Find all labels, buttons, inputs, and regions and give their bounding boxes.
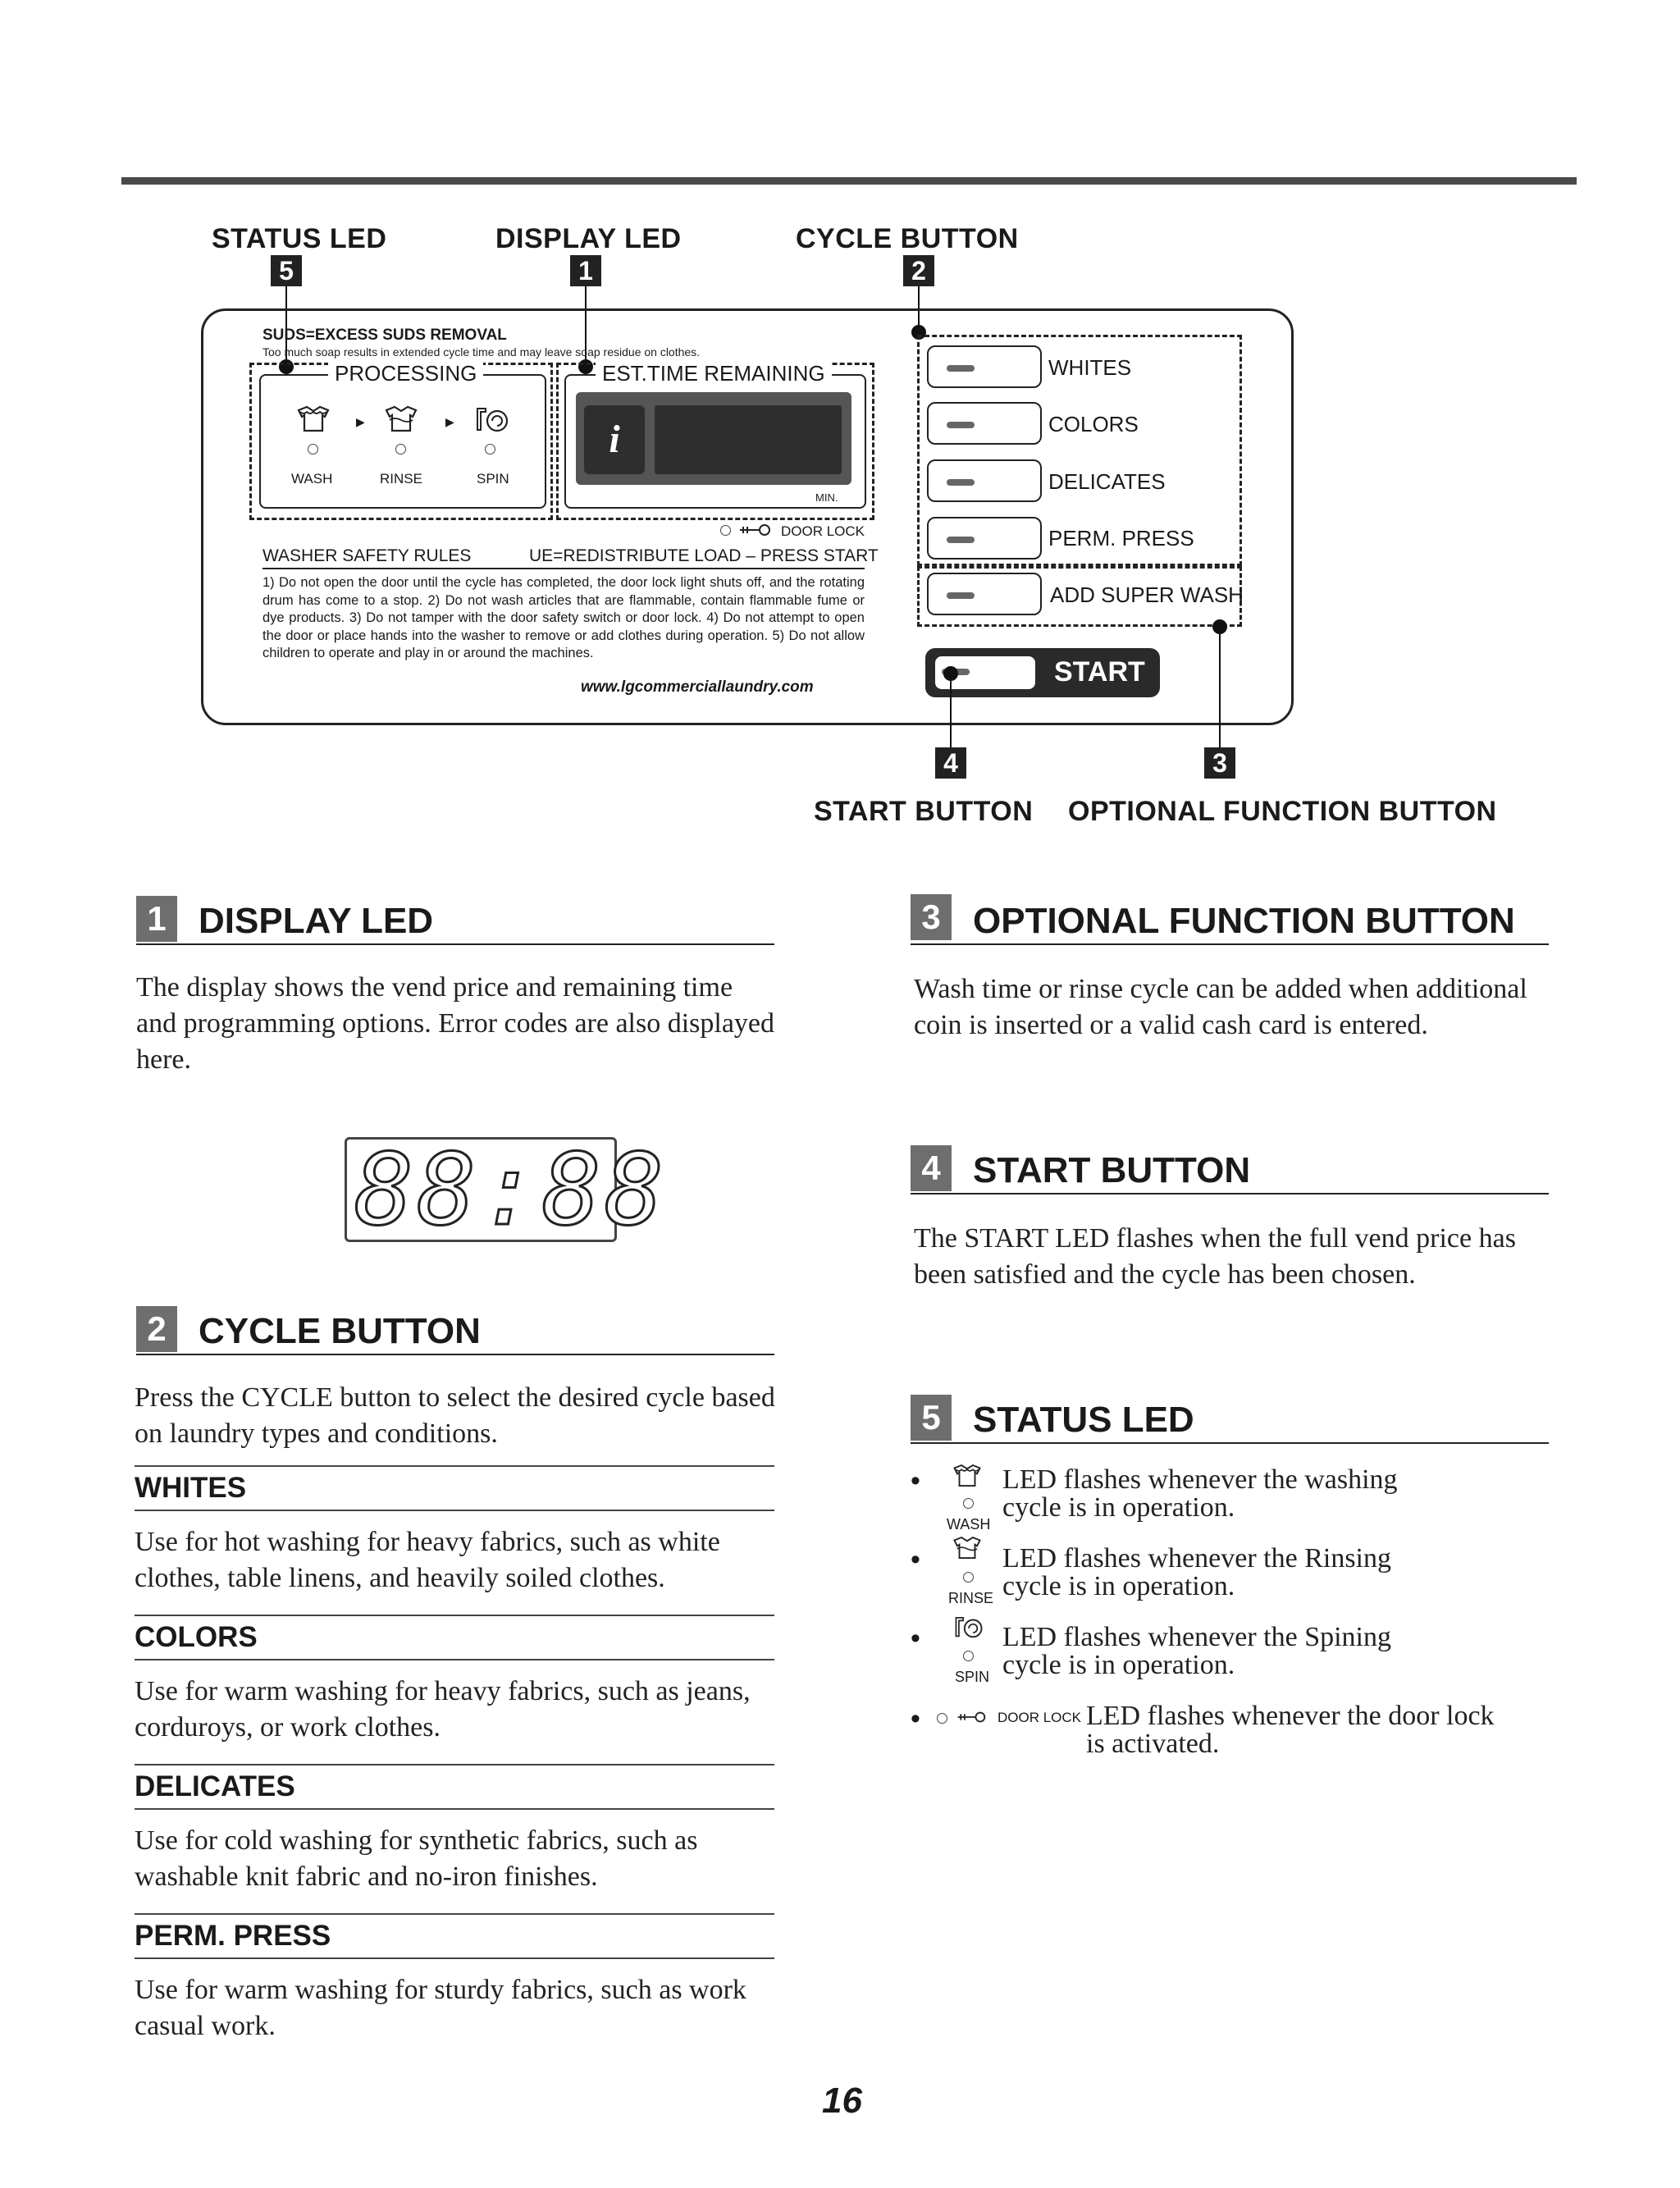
est-time-title: EST.TIME REMAINING [596,361,832,386]
wash-label: WASH [291,471,333,486]
section-start-button-number: 4 [911,1145,952,1191]
section-rule [136,943,774,945]
callout-display-led-label: DISPLAY LED [495,223,682,254]
start-label: START [1054,656,1145,687]
subsection-rule [135,1957,774,1959]
section-cycle-button-title: CYCLE BUTTON [199,1311,481,1351]
wash-led-description-line2: cycle is in operation. [1002,1492,1235,1523]
segment-display-digits: 88:88 [354,1134,668,1248]
perm-press-label: PERM. PRESS [1048,526,1194,550]
rinse-label: RINSE [380,471,422,486]
key-icon [737,522,773,538]
spin-led-description-line1: LED flashes whenever the Spining [1002,1622,1391,1652]
section-start-button-title: START BUTTON [973,1150,1251,1190]
colors-description: Use for warm washing for heavy fabrics, such as jeans, corduroys, or work clothes. [135,1676,751,1743]
delicates-label: DELICATES [1048,469,1166,494]
rinse-icon [952,1536,983,1560]
whites-description: Use for hot washing for heavy fabrics, such as white clothes, table linens, and heavily soiled clothes. [135,1527,720,1593]
delicates-heading: DELICATES [135,1770,295,1802]
callout-display-led-number: 1 [570,255,601,286]
section-rule [136,1354,774,1355]
section-display-led-number: 1 [136,896,177,942]
door-lock-description-line2: is activated. [1086,1729,1220,1759]
bullet: • [911,1544,920,1575]
door-lock-description-line1: LED flashes whenever the door lock [1086,1701,1495,1731]
section-rule [911,943,1549,945]
rinse-icon [383,405,419,433]
rinse-label: RINSE [948,1590,994,1606]
perm-press-description: Use for warm washing for sturdy fabrics, such as work casual work. [135,1975,746,2041]
subsection-rule [135,1465,774,1467]
section-rule [911,1442,1549,1444]
whites-button[interactable] [927,345,1042,388]
colors-label: COLORS [1048,412,1139,436]
perm-press-button[interactable] [927,517,1042,560]
callout-status-led-label: STATUS LED [212,223,387,254]
section-cycle-button-number: 2 [136,1306,177,1352]
door-lock-label: DOOR LOCK [781,523,865,539]
wash-icon [952,1464,983,1488]
spin-led [485,444,495,455]
section-cycle-button-body: Press the CYCLE button to select the desired cycle based on laundry types and conditions. [135,1382,775,1449]
section-start-button-body: The START LED flashes when the full vend price has been satisfied and the cycle has been chosen. [914,1223,1516,1290]
callout-start-button-number: 4 [935,747,966,779]
callout-status-led-number: 5 [271,255,302,286]
subsection-rule [135,1913,774,1915]
safety-rules-title: WASHER SAFETY RULES [262,546,472,565]
section-display-led-title: DISPLAY LED [199,901,434,941]
wash-led-description-line1: LED flashes whenever the washing [1002,1464,1398,1495]
whites-heading: WHITES [135,1472,247,1504]
processing-title: PROCESSING [328,361,483,386]
add-super-wash-label: ADD SUPER WASH [1050,582,1244,607]
spin-led-description-line2: cycle is in operation. [1002,1650,1235,1680]
spin-icon [953,1615,984,1641]
suds-title: SUDS=EXCESS SUDS REMOVAL [262,327,507,344]
website-url[interactable]: www.lgcommerciallaundry.com [581,678,814,696]
subsection-rule [135,1615,774,1616]
callout-optional-function-number: 3 [1204,747,1235,779]
bullet: • [911,1465,920,1496]
colors-button[interactable] [927,402,1042,445]
subsection-rule [135,1510,774,1511]
perm-press-heading: PERM. PRESS [135,1920,331,1952]
section-optional-function-title: OPTIONAL FUNCTION BUTTON [973,901,1515,941]
colors-heading: COLORS [135,1621,258,1653]
rinse-led [963,1572,974,1583]
rinse-led-description-line1: LED flashes whenever the Rinsing [1002,1543,1391,1574]
safety-rules-text: 1) Do not open the door until the cycle has completed, the door lock light shuts off, and the rotating drum has come to a stop. 2) Do not wash articles that are flammable, contain flammable fume or dye products. 3) Do not tamper with the door safety switch or door lock. 4) Do not attempt to open the door or place hands into the washer to remove or add clothes during operation. 5) Do not allow children to operate and play in or around the machines. [262,575,865,660]
section-optional-function-body: Wash time or rinse cycle can be added when additional coin is inserted or a valid cash card is entered. [914,974,1527,1040]
add-super-wash-button[interactable] [927,573,1042,615]
bullet: • [911,1703,920,1734]
processing-box [259,374,546,509]
callout-line [1219,628,1221,747]
min-label: MIN. [815,491,838,504]
wash-icon [295,405,331,433]
spin-label: SPIN [477,471,509,486]
suds-note: Too much soap results in extended cycle time and may leave soap residue on clothes. [262,345,701,359]
subsection-rule [135,1659,774,1660]
bullet: • [911,1623,920,1654]
section-optional-function-number: 3 [911,894,952,940]
delicates-button[interactable] [927,459,1042,502]
control-panel-diagram [0,0,1680,837]
wash-led [308,444,318,455]
wash-label: WASH [947,1516,991,1533]
door-lock-led [720,525,731,536]
page-number: 16 [822,2081,862,2121]
callout-line [950,674,952,748]
section-rule [911,1193,1549,1194]
spin-icon [474,405,510,435]
panel-display-screen [655,405,842,474]
door-lock-label: DOOR LOCK [998,1710,1082,1725]
callout-cycle-button-number: 2 [903,255,934,286]
subsection-rule [135,1764,774,1765]
section-status-led-number: 5 [911,1395,952,1441]
arrow-right-icon: ▶ [356,415,365,428]
section-display-led-body: The display shows the vend price and remaining time and programming options. Error codes are also displayed here. [136,972,775,1075]
section-status-led-title: STATUS LED [973,1400,1194,1440]
arrow-right-icon: ▶ [445,415,454,428]
door-lock-led [937,1713,947,1724]
key-icon [955,1709,988,1725]
wash-led [963,1498,974,1509]
subsection-rule [135,1808,774,1810]
rinse-led [395,444,406,455]
whites-label: WHITES [1048,355,1132,380]
info-button[interactable]: i [584,405,645,474]
spin-label: SPIN [955,1669,990,1685]
ue-note: UE=REDISTRIBUTE LOAD – PRESS START [529,546,879,565]
callout-cycle-button-label: CYCLE BUTTON [796,223,1019,254]
delicates-description: Use for cold washing for synthetic fabrics, such as washable knit fabric and no-iron finishes. [135,1825,698,1892]
callout-start-button-label: START BUTTON [814,796,1034,827]
callout-optional-function-label: OPTIONAL FUNCTION BUTTON [1068,796,1497,827]
spin-led [963,1651,974,1661]
rules-divider [262,568,865,569]
rinse-led-description-line2: cycle is in operation. [1002,1571,1235,1601]
